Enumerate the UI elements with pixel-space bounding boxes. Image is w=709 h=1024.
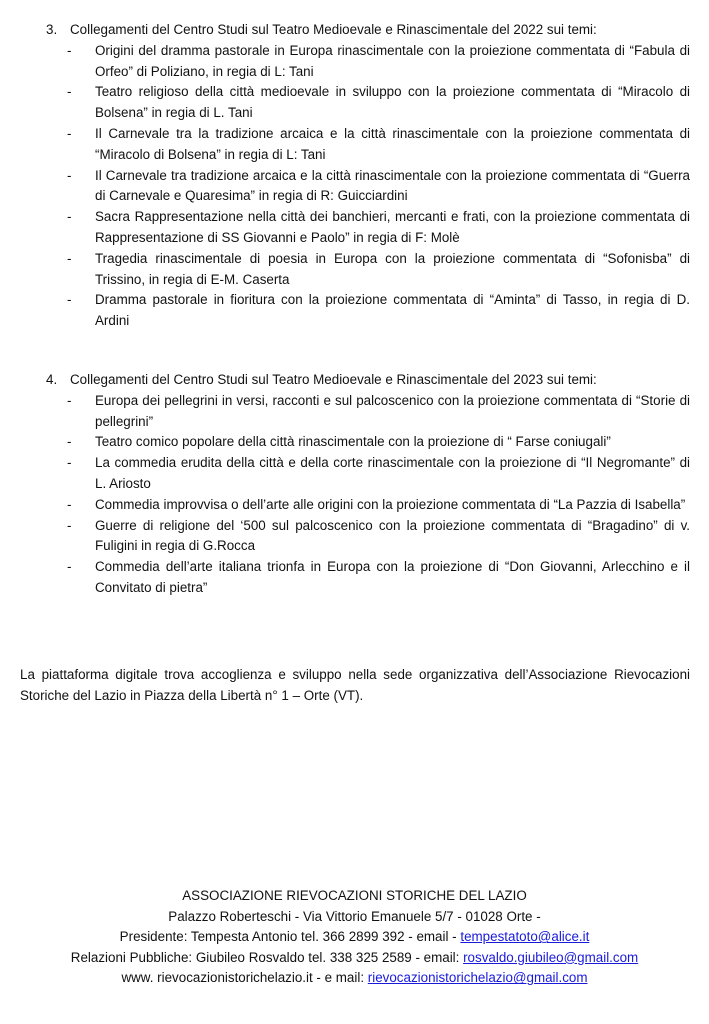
org-address: Palazzo Roberteschi - Via Vittorio Emanuele 5/7 - 01028 Orte - <box>168 908 541 924</box>
list-item <box>46 290 690 332</box>
section-title: Collegamenti del Centro Studi sul Teatro Medioevale e Rinascimentale del 2022 sui temi: <box>70 22 597 37</box>
list-item <box>46 391 690 433</box>
list-item <box>46 207 690 249</box>
bullet-dash: - <box>67 209 72 225</box>
list-item-text: Guerre di religione del ‘500 sul palcoscenico con la proiezione commentata di “Bragadino” di v. Fuligini in regia di G.Rocca <box>95 517 690 554</box>
list-item-text: Sacra Rappresentazione nella città dei banchieri, mercanti e frati, con la proiezione commentata di Rappresentazione di SS Giovanni e Paolo” in regia di F: Molè <box>95 209 690 245</box>
pr-email-link[interactable]: rosvaldo.giubileo@gmail.com <box>463 949 639 965</box>
association-email-link[interactable]: rievocazionistorichelazio@gmail.com <box>367 970 588 986</box>
pr-contact <box>0 948 709 969</box>
list-item <box>46 516 690 558</box>
section-number: 4. <box>46 372 58 387</box>
list-item-text: Commedia dell’arte italiana trionfa in Europa con la proiezione di “Don Giovanni, Arlecchino e il Convitato di pietra” <box>95 559 690 595</box>
list-item-text: Dramma pastorale in fioritura con la proiezione commentata di “Aminta” di Tasso, in regia di D. Ardini <box>95 292 690 329</box>
org-name: ASSOCIAZIONE RIEVOCAZIONI STORICHE DEL LAZIO <box>182 888 527 903</box>
bullet-dash: - <box>67 42 72 58</box>
list-item-text: Europa dei pellegrini in versi, racconti e sul palcoscenico con la proiezione commentata di “Storie di pellegrini” <box>95 392 690 429</box>
section-number: 3. <box>46 22 58 37</box>
web-contact-text: www. rievocazionistorichelazio.it - e mail: <box>121 970 368 986</box>
bullet-dash: - <box>67 167 72 183</box>
list-item-text: Origini del dramma pastorale in Europa rinascimentale con la proiezione commentata di “Fabula di Orfeo” di Poliziano, in regia di L: Tani <box>95 42 690 79</box>
list-item-text: Commedia improvvisa o dell’arte alle origini con la proiezione commentata di “La Pazzia di Isabella” <box>95 496 686 512</box>
section-2023 <box>46 370 690 599</box>
bullet-dash: - <box>67 559 72 575</box>
section-heading <box>46 370 690 391</box>
list-item <box>46 41 690 83</box>
list-item <box>46 124 690 166</box>
web-contact <box>0 968 709 989</box>
list-item <box>46 557 690 599</box>
bullet-dash: - <box>67 250 72 266</box>
bullet-dash: - <box>67 496 72 512</box>
president-email-link[interactable]: tempestatoto@alice.it <box>460 929 590 945</box>
list-item <box>46 495 690 516</box>
section-title: Collegamenti del Centro Studi sul Teatro Medioevale e Rinascimentale del 2023 sui temi: <box>70 372 597 387</box>
bullet-dash: - <box>67 392 72 408</box>
section-heading <box>46 20 690 41</box>
bullet-dash: - <box>67 455 72 471</box>
list-item <box>46 453 690 495</box>
bullet-dash: - <box>67 292 72 308</box>
list-item-text: Teatro religioso della città medioevale in sviluppo con la proiezione commentata di “Miracolo di Bolsena” in regia di L. Tani <box>95 84 690 121</box>
list-item-text: Il Carnevale tra la tradizione arcaica e la città rinascimentale con la proiezione commentata di “Miracolo di Bolsena” in regia di L: Tani <box>95 125 690 162</box>
bullet-dash: - <box>67 434 72 450</box>
list-item <box>46 166 690 208</box>
president-contact-text: Presidente: Tempesta Antonio tel. 366 2899 392 - email - <box>119 929 461 945</box>
list-item-text: Il Carnevale tra tradizione arcaica e la città rinascimentale con la proiezione commentata di “Guerra di Carnevale e Quaresima” in regia di R: Guicciardini <box>95 167 690 204</box>
topic-list <box>46 41 690 332</box>
list-item-text: La commedia erudita della città e della corte rinascimentale con la proiezione di “Il Negromante” di L. Ariosto <box>95 455 690 491</box>
bullet-dash: - <box>67 84 72 100</box>
list-item-text: Teatro comico popolare della città rinascimentale con la proiezione di “ Farse coniugali” <box>95 434 611 450</box>
letterhead-footer <box>0 886 709 989</box>
list-item <box>46 249 690 291</box>
list-item-text: Tragedia rinascimentale di poesia in Europa con la proiezione commentata di “Sofonisba” di Trissino, in regia di E-M. Caserta <box>95 250 690 287</box>
closing-paragraph: La piattaforma digitale trova accoglienza e sviluppo nella sede organizzativa dell’Associazione Rievocazioni Storiche del Lazio in Piazza della Libertà n° 1 – Orte (VT). <box>20 667 690 704</box>
bullet-dash: - <box>67 517 72 533</box>
topic-list <box>46 391 690 599</box>
bullet-dash: - <box>67 125 72 141</box>
president-contact <box>0 927 709 948</box>
pr-contact-text: Relazioni Pubbliche: Giubileo Rosvaldo tel. 338 325 2589 - email: <box>70 949 464 965</box>
list-item <box>46 82 690 124</box>
list-item <box>46 432 690 453</box>
section-2022 <box>46 20 690 332</box>
